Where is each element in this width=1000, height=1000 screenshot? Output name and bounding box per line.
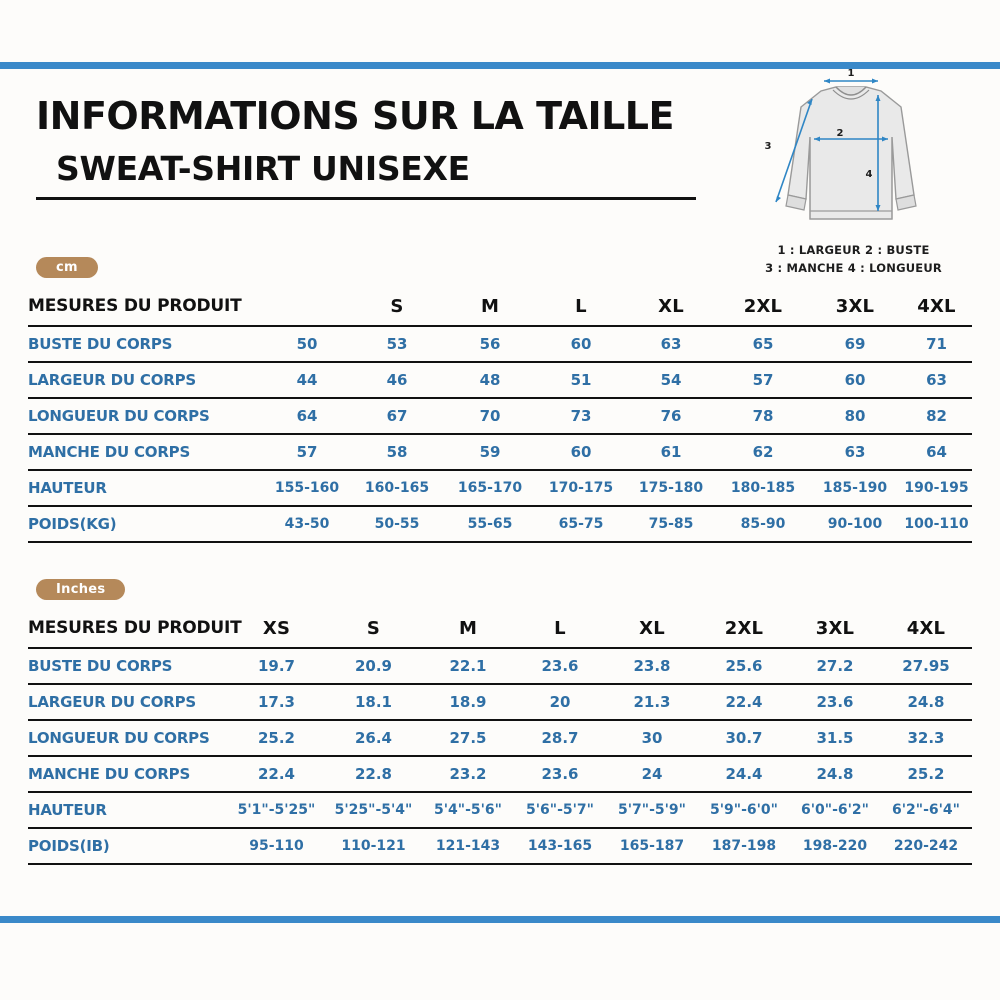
table-cell: 51 — [537, 362, 625, 398]
table-cell: 70 — [443, 398, 537, 434]
table-cell: 24 — [606, 756, 698, 792]
table-cell: 73 — [537, 398, 625, 434]
legend-line-1: 1 : LARGEUR 2 : BUSTE — [777, 243, 930, 257]
table-cell: 63 — [625, 326, 717, 362]
column-header-size: M — [443, 287, 537, 326]
table-cell: 27.5 — [422, 720, 514, 756]
table-cell: 63 — [809, 434, 901, 470]
table-cell: 60 — [809, 362, 901, 398]
table-cell: 60 — [537, 434, 625, 470]
table-cell: 24.8 — [880, 684, 972, 720]
table-row — [28, 506, 972, 542]
diagram-label-2: 2 — [836, 128, 844, 139]
column-header-measurements: MESURES DU PRODUIT — [28, 287, 263, 326]
table-cell: 155-160 — [263, 470, 351, 506]
column-header-size: XL — [625, 287, 717, 326]
table-cell: 58 — [351, 434, 443, 470]
legend-line-2: 3 : MANCHE 4 : LONGUEUR — [765, 261, 942, 276]
table-cell: 160-165 — [351, 470, 443, 506]
table-cell: 23.6 — [514, 756, 606, 792]
table-cell: 24.4 — [698, 756, 790, 792]
title-underline — [36, 197, 696, 200]
sweatshirt-illustration — [726, 68, 976, 252]
column-header-size: M — [422, 609, 514, 648]
bottom-divider — [0, 916, 1000, 923]
table-row — [28, 398, 972, 434]
row-label: POIDS(IB) — [28, 828, 228, 864]
table-cell: 22.4 — [698, 684, 790, 720]
table-row — [28, 828, 972, 864]
table-row — [28, 756, 972, 792]
table-cell: 82 — [901, 398, 972, 434]
table-cell: 55-65 — [443, 506, 537, 542]
table-cell: 5'7"-5'9" — [606, 792, 698, 828]
title-line-2: SWEAT-SHIRT UNISEXE — [56, 148, 470, 188]
column-header-measurements: MESURES DU PRODUIT — [28, 609, 228, 648]
column-header-size: 3XL — [790, 609, 880, 648]
table-cell: 46 — [351, 362, 443, 398]
table-cell: 57 — [263, 434, 351, 470]
table-cell: 25.2 — [228, 720, 325, 756]
table-row — [28, 434, 972, 470]
table-cell: 65-75 — [537, 506, 625, 542]
column-header-size: XL — [606, 609, 698, 648]
table-cell: 76 — [625, 398, 717, 434]
table-cell: 5'4"-5'6" — [422, 792, 514, 828]
table-cell: 48 — [443, 362, 537, 398]
table-cell: 78 — [717, 398, 809, 434]
table-cell: 21.3 — [606, 684, 698, 720]
table-cell: 22.4 — [228, 756, 325, 792]
table-cell: 187-198 — [698, 828, 790, 864]
table-cell: 90-100 — [809, 506, 901, 542]
table-cell: 54 — [625, 362, 717, 398]
table-cell: 23.6 — [514, 648, 606, 684]
table-cell: 27.2 — [790, 648, 880, 684]
table-cell: 28.7 — [514, 720, 606, 756]
row-label: BUSTE DU CORPS — [28, 326, 263, 362]
row-label: LARGEUR DU CORPS — [28, 362, 263, 398]
table-cell: 62 — [717, 434, 809, 470]
unit-badge-cm: cm — [36, 257, 98, 278]
size-table-inches — [28, 609, 972, 865]
table-cell: 67 — [351, 398, 443, 434]
table-row — [28, 792, 972, 828]
table-cell: 85-90 — [717, 506, 809, 542]
table-cell: 18.1 — [325, 684, 422, 720]
diagram-label-1: 1 — [847, 68, 855, 79]
column-header-size: S — [325, 609, 422, 648]
row-label: MANCHE DU CORPS — [28, 756, 228, 792]
column-header-size — [263, 287, 351, 326]
table-cell: 71 — [901, 326, 972, 362]
row-label: BUSTE DU CORPS — [28, 648, 228, 684]
table-cell: 50 — [263, 326, 351, 362]
row-label: LARGEUR DU CORPS — [28, 684, 228, 720]
column-header-size: S — [351, 287, 443, 326]
table-cell: 59 — [443, 434, 537, 470]
table-header-row — [28, 609, 972, 648]
column-header-size: L — [514, 609, 606, 648]
table-cell: 32.3 — [880, 720, 972, 756]
table-cell: 6'2"-6'4" — [880, 792, 972, 828]
table-cell: 65 — [717, 326, 809, 362]
table-cell: 50-55 — [351, 506, 443, 542]
table-cell: 69 — [809, 326, 901, 362]
table-cell: 30 — [606, 720, 698, 756]
table-cell: 95-110 — [228, 828, 325, 864]
table-cell: 27.95 — [880, 648, 972, 684]
table-cell: 44 — [263, 362, 351, 398]
table-cell: 5'6"-5'7" — [514, 792, 606, 828]
row-label: LONGUEUR DU CORPS — [28, 720, 228, 756]
table-cell: 175-180 — [625, 470, 717, 506]
diagram-legend — [726, 241, 981, 278]
table-cell: 64 — [263, 398, 351, 434]
table-cell: 143-165 — [514, 828, 606, 864]
table-cell: 5'9"-6'0" — [698, 792, 790, 828]
table-cell: 5'25"-5'4" — [325, 792, 422, 828]
table-cell: 100-110 — [901, 506, 972, 542]
column-header-size: 2XL — [717, 287, 809, 326]
table-cell: 30.7 — [698, 720, 790, 756]
table-cell: 5'1"-5'25" — [228, 792, 325, 828]
table-cell: 23.6 — [790, 684, 880, 720]
table-cell: 185-190 — [809, 470, 901, 506]
table-cell: 23.2 — [422, 756, 514, 792]
table-cell: 24.8 — [790, 756, 880, 792]
diagram-label-4: 4 — [865, 169, 873, 180]
table-cell: 20 — [514, 684, 606, 720]
table-row — [28, 648, 972, 684]
table-cell: 170-175 — [537, 470, 625, 506]
table-row — [28, 362, 972, 398]
table-cell: 198-220 — [790, 828, 880, 864]
table-cell: 6'0"-6'2" — [790, 792, 880, 828]
table-cell: 43-50 — [263, 506, 351, 542]
table-cell: 121-143 — [422, 828, 514, 864]
table-cell: 80 — [809, 398, 901, 434]
table-cell: 22.8 — [325, 756, 422, 792]
table-cell: 64 — [901, 434, 972, 470]
row-label: POIDS(KG) — [28, 506, 263, 542]
table-cell: 25.6 — [698, 648, 790, 684]
table-cell: 31.5 — [790, 720, 880, 756]
table-row — [28, 684, 972, 720]
table-cell: 19.7 — [228, 648, 325, 684]
table-cell: 165-170 — [443, 470, 537, 506]
table-cell: 25.2 — [880, 756, 972, 792]
table-cell: 165-187 — [606, 828, 698, 864]
table-cell: 75-85 — [625, 506, 717, 542]
column-header-size: 3XL — [809, 287, 901, 326]
table-cell: 53 — [351, 326, 443, 362]
table-cell: 220-242 — [880, 828, 972, 864]
table-row — [28, 720, 972, 756]
column-header-size: 4XL — [880, 609, 972, 648]
table-cell: 18.9 — [422, 684, 514, 720]
chart-content — [0, 69, 1000, 916]
size-table-cm — [28, 287, 972, 543]
table-row — [28, 326, 972, 362]
table-cell: 190-195 — [901, 470, 972, 506]
table-cell: 180-185 — [717, 470, 809, 506]
column-header-size: L — [537, 287, 625, 326]
table-cell: 22.1 — [422, 648, 514, 684]
unit-badge-inches: Inches — [36, 579, 125, 600]
table-cell: 63 — [901, 362, 972, 398]
column-header-size: XS — [228, 609, 325, 648]
row-label: HAUTEUR — [28, 470, 263, 506]
table-cell: 17.3 — [228, 684, 325, 720]
table-cell: 61 — [625, 434, 717, 470]
row-label: LONGUEUR DU CORPS — [28, 398, 263, 434]
table-cell: 26.4 — [325, 720, 422, 756]
column-header-size: 2XL — [698, 609, 790, 648]
table-cell: 23.8 — [606, 648, 698, 684]
diagram-label-3: 3 — [764, 141, 772, 152]
table-cell: 60 — [537, 326, 625, 362]
row-label: HAUTEUR — [28, 792, 228, 828]
row-label: MANCHE DU CORPS — [28, 434, 263, 470]
column-header-size: 4XL — [901, 287, 972, 326]
page-title — [36, 94, 696, 200]
table-cell: 110-121 — [325, 828, 422, 864]
table-cell: 57 — [717, 362, 809, 398]
table-row — [28, 470, 972, 506]
table-cell: 20.9 — [325, 648, 422, 684]
title-line-1: INFORMATIONS SUR LA TAILLE — [36, 94, 674, 138]
table-header-row — [28, 287, 972, 326]
table-cell: 56 — [443, 326, 537, 362]
